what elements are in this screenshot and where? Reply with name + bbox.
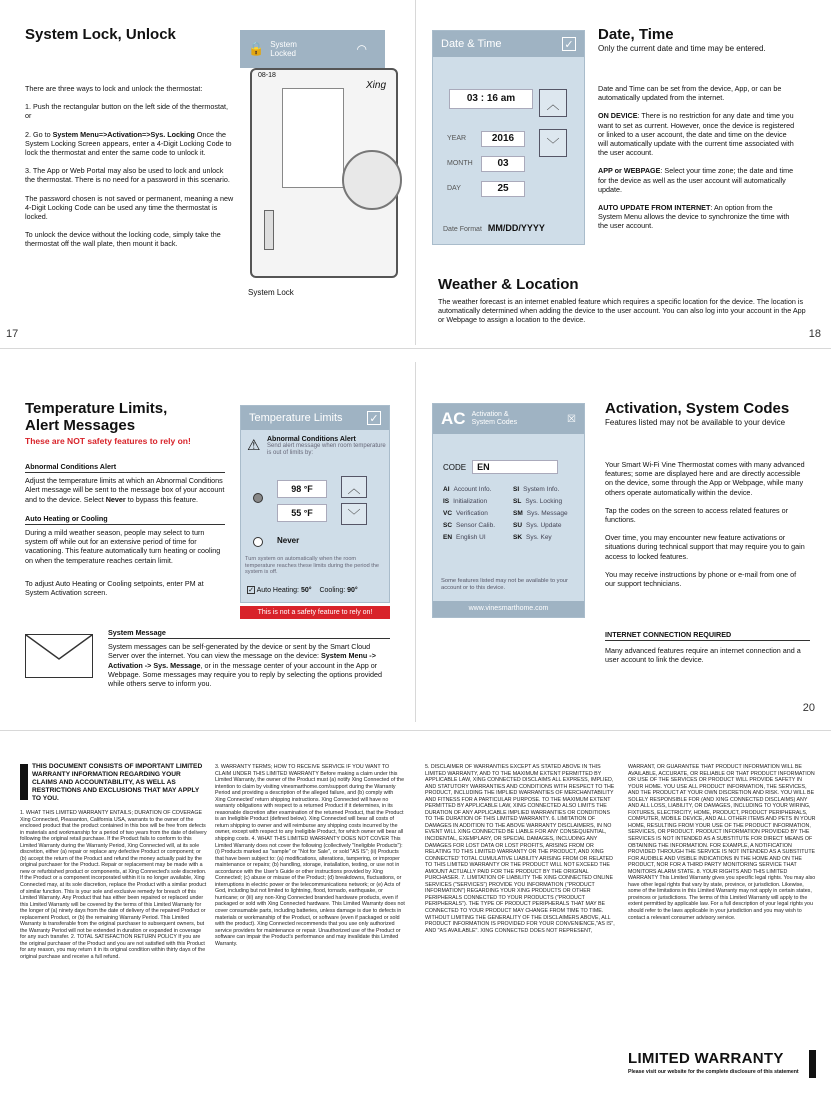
warranty-col-2: 3. WARRANTY TERMS; HOW TO RECEIVE SERVICE IF YOU WANT TO CLAIM UNDER THIS LIMITED WARRANTY Before making a claim under this Limited Warranty, the owner of the Product must (a) notify Xing Connected of the intention to claim by visiting vinesmarthome.com/support during the Warranty Period and providing a description of the alleged failure, and (b) comply with Xing Connected' return shipping instructions. Xing Connected will have no warranty obligations with respect to a returned Product if it determines, in its reasonable discretion after examination of the returned Product, that the Product is an Ineligible Product (defined below). Xing Connected will bear all costs of return shipping to owner and will reimburse any shipping costs incurred by the owner, except with respect to any Ineligible Product, for which owner will bear all shipping costs. 4. WHAT THIS LIMITED WARRANTY DOES NOT COVER This Limited Warranty does not cover the following (collectively "Ineligible Products"): (i) Products marked as "sample" or "Not for Sale", or sold "AS IS"; (ii) Products that have been subject to: (a) modifications, alterations, tampering, or improper maintenance or repairs; (b) handling, storage, installation, testing, or use not in accordance with the User's Guide or other instructions provided by Xing Connected; (c) abuse or misuse of the Product; (d) breakdowns, fluctuations, or interruptions in electric power or the telecommunications network; or (e) Acts of God, including but not limited to lightning, flood, tornado, earthquake, or hurricane; or (iii) any non-Xing Connected branded hardware products, even if packaged or sold with Xing Connected hardware. This Limited Warranty does not cover consumable parts, including batteries, unless damage is due to defects in materials or workmanship of the Product, or software (even if packaged or sold with the product). Xing Connected recommends that you use only authorized service providers for maintenance or repair. Unauthorized use of the Product or software can impair the Product's performance and may invalidate this Limited Warranty. <box>215 764 405 947</box>
warranty-title-block <box>628 1050 818 1075</box>
brand-logo: Xing <box>365 80 386 91</box>
lock-icon: 🔒 <box>248 41 265 56</box>
note-password: The password chosen is not saved or permanent, meaning a new 4-Digit Locking Code can be used any time the thermostat is locked. <box>25 193 234 222</box>
code-item[interactable]: EN English UI <box>443 534 486 541</box>
lock-instructions <box>25 84 235 249</box>
text-auto-setpoints: To adjust Auto Heating or Cooling setpoints, enter PM at System Activation screen. <box>25 578 204 598</box>
envelope-icon <box>25 634 93 678</box>
heading-internet: INTERNET CONNECTION REQUIRED <box>605 630 810 641</box>
page-title: Date, Time <box>598 26 674 43</box>
para-support: You may receive instructions by phone or e-mail from one of our support technicians. <box>605 569 797 589</box>
step-3: 3. The App or Web Portal may also be used to lock and unlock the thermostat. There is no need for a password in this scenario. <box>25 166 230 185</box>
page-subtitle: Only the current date and time may be entered. <box>598 44 766 53</box>
para-overtime: Over time, you may encounter new feature activations or situations during technical support that may require you to gain access to locked features. <box>605 533 805 561</box>
date-time-screen <box>432 30 585 245</box>
dial <box>342 150 402 210</box>
system-message-section <box>108 628 390 688</box>
page-number: 18 <box>808 328 821 340</box>
temperature-limits-screen <box>240 405 390 603</box>
intro-text: There are three ways to lock and unlock the thermostat: <box>25 84 203 93</box>
page-title: Activation, System Codes <box>605 400 790 417</box>
code-item[interactable]: SI System Info. <box>513 486 560 493</box>
internet-section <box>605 630 810 665</box>
lock-button[interactable] <box>264 210 274 250</box>
page-subtitle: Features listed may not be available to your device <box>605 418 786 427</box>
heading-auto: Auto Heating or Cooling <box>25 514 225 525</box>
code-item[interactable]: SM Sys. Message <box>513 510 568 517</box>
title-bar <box>809 1050 816 1078</box>
code-item[interactable]: AI Account Info. <box>443 486 492 493</box>
step-2: 2. Go to System Menu=>Activation=>Sys. Locking Once the System Locking Screen appears, enter a 4-Digit Locking Code to lock the thermostat and enter the same code to unlock it. <box>25 129 232 158</box>
code-item[interactable]: SL Sys. Locking <box>513 498 563 505</box>
device-display <box>282 88 344 188</box>
screen-header <box>433 31 584 57</box>
screen-title: Activation & System Codes <box>471 411 518 426</box>
lead-bar <box>20 764 28 800</box>
para-intro: Your Smart Wi-Fi Vine Thermostat comes with many advanced features; some are displayed here and are directly accessible on the device, some through the App or Webpage, while many others operate automatically within the device. <box>605 460 805 497</box>
screen-note: Some features listed may not be available to your account or to this device. <box>441 578 568 591</box>
screen-title: Temperature Limits <box>249 412 343 424</box>
code-row: CODE EN <box>443 460 558 474</box>
device-body <box>250 68 398 278</box>
weather-text: The weather forecast is an internet enabled feature which requires a specific location for the device. The location is automatically determined when adding the device to the user account. You can also log into your account in the App or Webpage to assign a location to the device. <box>438 297 806 325</box>
activation-text <box>605 460 805 588</box>
screen-date: 08-18 <box>258 72 276 79</box>
month-label: MONTH <box>447 160 473 167</box>
alert-block <box>247 436 387 457</box>
code-item[interactable]: VC Verification <box>443 510 488 517</box>
text-sysmsg: System messages can be self-generated by the device or sent by the Smart Cloud Server over the internet. You can view the message on the device: System Menu -> Activation -> Sys. Message, or in the message center of your account in the App or Webpage. Some messages may require you to reply by selecting the options provided while others serve to inform you. <box>108 642 382 689</box>
limits-text <box>25 462 225 597</box>
alert-title: Abnormal Conditions Alert <box>267 436 356 443</box>
activation-screen <box>432 403 585 618</box>
never-label: Never <box>277 536 300 545</box>
page-fold-mid <box>415 362 416 722</box>
page-gap-2 <box>0 730 831 731</box>
warranty-col-1: 1. WHAT THIS LIMITED WARRANTY ENTAILS; DURATION OF COVERAGE Xing Connected, Pleasanton, California USA, warrants to the owner of the enclosed product that the product contained in this box will be free from defects in materials and workmanship for a period of two years from the date of delivery following the original retail purchase. If the Product fails to conform to this Limited Warranty during the Warranty Period, Xing Connected will, at its sole discretion, either (a) repair or replace any defective Product or component; or (b) accept the return of the Product and refund the money actually paid by the original purchaser for the Product. Repair or replacement may be made with a new or refurbished product or components, at Xing Connected's sole discretion. If the Product or a component incorporated within it is no longer available, Xing Connected may, at its sole discretion, replace the Product with a similar product of similar function. This is your sole and exclusive remedy for breach of this Limited Warranty. Any Product that has either been repaired or replaced under this Limited Warranty will be covered by the terms of this Limited Warranty for the longer of (a) ninety days from the date of delivery of the repaired Product or replacement Product, or (b) the remaining Warranty Period. This Limited Warranty is transferable from the original purchaser to subsequent owners, but the Warranty Period will not be extended in duration or expanded in coverage for any such transfer. 2. TOTAL SATISFACTION RETURN POLICY If you are the original purchaser of the Product and you are not satisfied with this Product for any reason, you may return it in its original condition within thirty days of the original purchase and receive a full refund. <box>20 810 207 961</box>
check-icon[interactable]: ✓ <box>562 37 576 51</box>
wifi-icon: ◠ <box>356 42 367 56</box>
warranty-col-3: 5. DISCLAIMER OF WARRANTIES EXCEPT AS STATED ABOVE IN THIS LIMITED WARRANTY, AND TO THE MAXIMUM EXTENT PERMITTED BY APPLICABLE LAW, XING CONNECTED DISCLAIMS ALL EXPRESS, IMPLIED, AND STATUTORY WARRANTIES AND CONDITIONS WITH RESPECT TO THE PRODUCT, INCLUDING THE IMPLIED WARRANTIES OF MERCHANTABILITY AND FITNESS FOR A PARTICULAR PURPOSE. TO THE MAXIMUM EXTENT PERMITTED BY APPLICABLE LAW, XING CONNECTED ALSO LIMITS THE DURATION OF ANY APPLICABLE IMPLIED WARRANTIES OR CONDITIONS TO THE DURATION OF THIS LIMITED WARRANTY. 6. LIMITATION OF DAMAGES IN ADDITION TO THE ABOVE WARRANTY DISCLAIMERS, IN NO EVENT WILL XING CONNECTED BE LIABLE FOR ANY CONSEQUENTIAL, INCIDENTAL, EXEMPLARY, OR SPECIAL DAMAGES, INCLUDING ANY DAMAGES FOR LOST DATA OR LOST PROFITS, ARISING FROM OR RELATING TO THIS LIMITED WARRANTY OR THE PRODUCT, AND XING CONNECTED' TOTAL CUMULATIVE LIABILITY ARISING FROM OR RELATED TO THIS LIMITED WARRANTY OR THE PRODUCT WILL NOT EXCEED THE AMOUNT ACTUALLY PAID FOR THE PRODUCT BY THE ORIGINAL PURCHASER. 7. LIMITATION OF LIABILITY THE XING CONNECTED ONLINE SERVICES ("SERVICES") PROVIDE YOU INFORMATION ("PRODUCT INFORMATION") REGARDING YOUR XING PRODUCTS OR OTHER PERIPHERALS CONNECTED TO YOUR PRODUCTS ("PRODUCT PERIPHERALS"). THE TYPE OF PRODUCT PERIPHERALS THAT MAY BE CONNECTED TO YOUR PRODUCT MAY CHANGE FROM TIME TO TIME. WITHOUT LIMITING THE GENERALITY OF THE DISCLAIMERS ABOVE, ALL PRODUCT INFORMATION IS PROVIDED FOR YOUR CONVENIENCE,"AS IS", AND "AS AVAILABLE". XING CONNECTED DOES NOT REPRESENT, <box>425 764 615 934</box>
page-title: Temperature Limits, Alert Messages <box>25 400 168 434</box>
para-app: APP or WEBPAGE: Select your time zone; the date and time for the device as well as the user account will automatically update. <box>598 166 794 194</box>
note-unlock: To unlock the device without the locking code, simply take the thermostat off the wall plate, then mount it back. <box>25 230 221 249</box>
increment-button[interactable]: ︿ <box>539 89 567 117</box>
code-item[interactable]: SK Sys. Key <box>513 534 552 541</box>
codes-grid <box>443 486 583 541</box>
code-item[interactable]: SC Sensor Calib. <box>443 522 496 529</box>
date-format-value[interactable]: MM/DD/YYYY <box>487 223 545 233</box>
warranty-big-title: LIMITED WARRANTY <box>628 1050 784 1067</box>
page-title: System Lock, Unlock <box>25 26 176 43</box>
page-fold-top <box>415 0 416 345</box>
red-banner: This is not a safety feature to rely on! <box>240 606 390 619</box>
para-auto: AUTO UPDATE FROM INTERNET: An option from the System Menu allows the device to synchronize the time with the user account. <box>598 203 790 231</box>
auto-note: Turn system on automatically when the room temperature reaches these limits during the period the system is off. <box>245 556 380 575</box>
page-number: 17 <box>6 328 19 340</box>
increment-button[interactable]: ︿ <box>341 476 367 498</box>
safety-warning: These are NOT safety features to rely on! <box>25 436 191 446</box>
para-tap: Tap the codes on the screen to access related features or functions. <box>605 505 788 525</box>
para-device: ON DEVICE: There is no restriction for any date and time you want to set as current. However, once the device is registered or linked to a user account, the date and time on the device will automatically update with the current time associated with the user account. <box>598 111 795 158</box>
day-label: DAY <box>447 185 461 192</box>
high-limit-field[interactable]: 98 °F <box>277 480 327 498</box>
para-intro: Date and Time can be set from the device, App, or can be automatically updated from the internet. <box>598 84 782 103</box>
radio-limits[interactable] <box>253 493 263 503</box>
low-limit-field[interactable]: 55 °F <box>277 504 327 522</box>
heading-abnormal: Abnormal Conditions Alert <box>25 462 225 473</box>
screen-title: Date & Time <box>441 38 502 50</box>
weather-title: Weather & Location <box>438 276 579 293</box>
time-field[interactable]: 03 : 16 am <box>449 89 533 109</box>
date-format-row: Date Format MM/DD/YYYY <box>443 223 545 233</box>
text-auto: During a mild weather season, people may select to turn system off while out for an extensive period of time for vacationing. This feature automatically turn heating or cooling on when the temperature reaches certain limit. <box>25 528 221 565</box>
screen-header <box>241 406 389 430</box>
warranty-footer: Please visit our website for the complete disclosure of this statement <box>628 1069 799 1075</box>
warranty-col-4: WARRANT, OR GUARANTEE THAT PRODUCT INFORMATION WILL BE AVAILABLE, ACCURATE, OR RELIABLE OR THAT PRODUCT INFORMATION OR USE OF THE SERVICES OR PRODUCT WILL PROVIDE SAFETY IN YOUR HOME. YOU USE ALL PRODUCT INFORMATION, THE SERVICES, AND THE PRODUCT AT YOUR OWN DISCRETION AND RISK. YOU WILL BE SOLELY RESPONSIBLE FOR (AND XING CONNECTED DISCLAIMS) ANY AND ALL LOSS, LIABILITY, OR DAMAGES, INCLUDING TO YOUR WIRING, FIXTURES, ELECTRICITY, HOME, PRODUCT, PRODUCT PERIPHERALS, COMPUTER, MOBILE DEVICE, AND ALL OTHER ITEMS AND PETS IN YOUR HOME, RESULTING FROM YOUR USE OF THE PRODUCT INFORMATION, SERVICES, OR PRODUCT. PRODUCT INFORMATION PROVIDED BY THE SERVICES IS NOT INTENDED AS A SUBSTITUTE FOR DIRECT MEANS OF OBTAINING THE INFORMATION. FOR EXAMPLE, A NOTIFICATION PROVIDED THROUGH THE SERVICE IS NOT INTENDED AS A SUBSTITUTE FOR AUDIBLE AND VISIBLE INDICATIONS IN THE HOME AND ON THE PRODUCT, NOR FOR A THIRD PARTY MONITORING SERVICE THAT MONITORS ALARM STATE. 8. YOUR RIGHTS AND THIS LIMITED WARRANTY This Limited Warranty gives you specific legal rights. You may also have other legal rights that vary by state, province, or jurisdiction. Likewise, some of the limitations in this Limited Warranty may not apply in certain states, provinces or jurisdictions. The terms of this Limited Warranty will apply to the extent permitted by applicable law. For a full description of your legal rights you should refer to the laws applicable in your jurisdiction and you may wish to contact a relevant consumer advisory service. <box>628 764 816 921</box>
month-field[interactable]: 03 <box>481 156 525 172</box>
checkbox-icon[interactable]: ✓ <box>248 587 254 594</box>
alert-subtitle: Send alert message when room temperature is out of limits by: <box>267 443 386 456</box>
year-field[interactable]: 2016 <box>481 131 525 147</box>
warning-icon: ⚠ <box>247 437 261 454</box>
check-icon[interactable]: ✓ <box>367 411 381 425</box>
date-time-text <box>598 84 798 231</box>
screen-label: System Locked <box>270 40 297 58</box>
text-internet: Many advanced features require an internet connection and a user account to link the device. <box>605 646 801 665</box>
text-abnormal: Adjust the temperature limits at which an Abnormal Conditions Alert message will be sent to the message box of your account and to the device. Select Never to bypass this feature. <box>25 476 225 504</box>
heading-sysmsg: System Message <box>108 628 390 639</box>
url-bar[interactable]: www.vinesmarthome.com <box>433 601 584 617</box>
screen-ac: AC <box>441 409 466 428</box>
day-field[interactable]: 25 <box>481 181 525 197</box>
page-gap-1 <box>0 348 831 349</box>
page-number: 20 <box>802 702 815 714</box>
code-item[interactable]: SU Sys. Update <box>513 522 562 529</box>
warranty-lead: THIS DOCUMENT CONSISTS OF IMPORTANT LIMITED WARRANTY INFORMATION REGARDING YOUR CLAIMS AND ACCOUNTABILITY, AS WELL AS RESTRICTIONS AND EXCLUSIONS THAT MAY APPLY TO YOU. <box>32 763 203 802</box>
screen-header <box>240 30 385 68</box>
auto-heat-row: ✓ Auto Heating: 50° Cooling: 90° <box>248 587 358 594</box>
radio-never[interactable] <box>253 537 263 547</box>
thermostat-illustration <box>240 30 398 297</box>
year-label: YEAR <box>447 135 467 142</box>
step-1: 1. Push the rectangular button on the left side of the thermostat, or <box>25 102 228 121</box>
image-caption: System Lock <box>248 288 294 297</box>
close-icon[interactable]: ☒ <box>567 413 576 425</box>
code-input[interactable]: EN <box>472 460 558 474</box>
decrement-button[interactable]: ﹀ <box>539 129 567 157</box>
decrement-button[interactable]: ﹀ <box>341 503 367 525</box>
code-item[interactable]: IS Initialization <box>443 498 488 505</box>
screen-header <box>433 404 584 434</box>
